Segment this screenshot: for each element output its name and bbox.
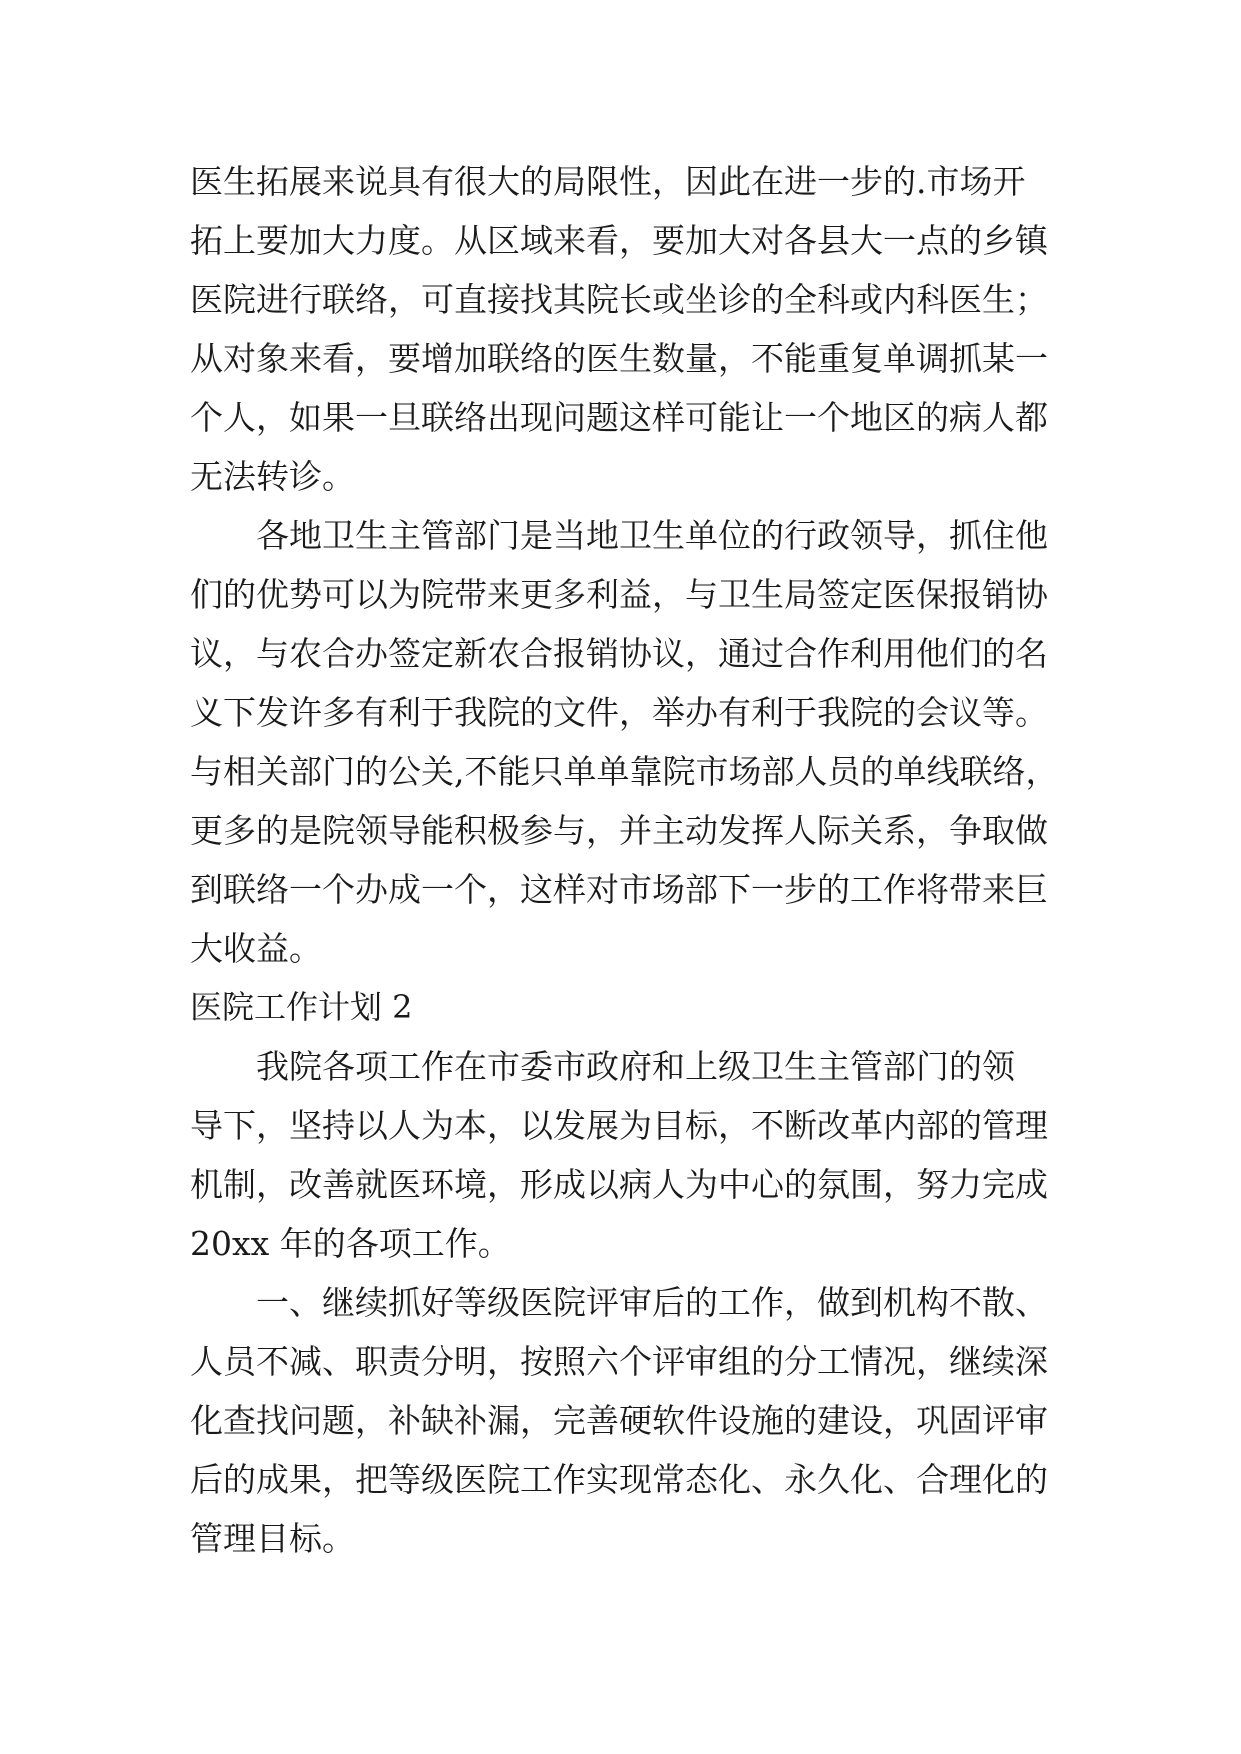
- text-line: 人员不减、职责分明，按照六个评审组的分工情况，继续深: [190, 1342, 1048, 1381]
- text-line: 导下，坚持以人为本，以发展为目标，不断改革内部的管理: [190, 1106, 1048, 1145]
- text-line: 拓上要加大力度。从区域来看，要加大对各县大一点的乡镇: [190, 221, 1048, 260]
- text-line: 大收益。: [190, 929, 322, 968]
- text-line: 个人，如果一旦联络出现问题这样可能让一个地区的病人都: [190, 398, 1048, 437]
- text-line: 管理目标。: [190, 1519, 355, 1558]
- text-line: 义下发许多有利于我院的文件，举办有利于我院的会议等。: [190, 693, 1048, 732]
- text-line: 更多的是院领导能积极参与，并主动发挥人际关系，争取做: [190, 811, 1048, 850]
- paragraph-first-line: 一、继续抓好等级医院评审后的工作，做到机构不散、: [256, 1283, 1048, 1322]
- text-line: 议，与农合办签定新农合报销协议，通过合作利用他们的名: [190, 634, 1048, 673]
- paragraph-first-line: 我院各项工作在市委市政府和上级卫生主管部门的领: [256, 1047, 1015, 1086]
- text-line: 与相关部门的公关,不能只单单靠院市场部人员的单线联络，: [190, 752, 1059, 791]
- text-line: 们的优势可以为院带来更多利益，与卫生局签定医保报销协: [190, 575, 1048, 614]
- section-heading: 医院工作计划 2: [190, 988, 413, 1026]
- paragraph-first-line: 各地卫生主管部门是当地卫生单位的行政领导，抓住他: [256, 516, 1048, 555]
- text-line: 无法转诊。: [190, 457, 355, 496]
- text-line: 化查找问题，补缺补漏，完善硬软件设施的建设，巩固评审: [190, 1401, 1048, 1440]
- text-line: 医生拓展来说具有很大的局限性，因此在进一步的.市场开: [190, 162, 1026, 201]
- text-line: 到联络一个办成一个，这样对市场部下一步的工作将带来巨: [190, 870, 1048, 909]
- text-line: 从对象来看，要增加联络的医生数量，不能重复单调抓某一: [190, 339, 1048, 378]
- text-line: 机制，改善就医环境，形成以病人为中心的氛围，努力完成: [190, 1165, 1048, 1204]
- text-line: 医院进行联络，可直接找其院长或坐诊的全科或内科医生；: [190, 280, 1048, 319]
- document-body: [190, 152, 1060, 1568]
- text-line: 20xx 年的各项工作。: [190, 1224, 511, 1263]
- text-line: 后的成果，把等级医院工作实现常态化、永久化、合理化的: [190, 1460, 1048, 1499]
